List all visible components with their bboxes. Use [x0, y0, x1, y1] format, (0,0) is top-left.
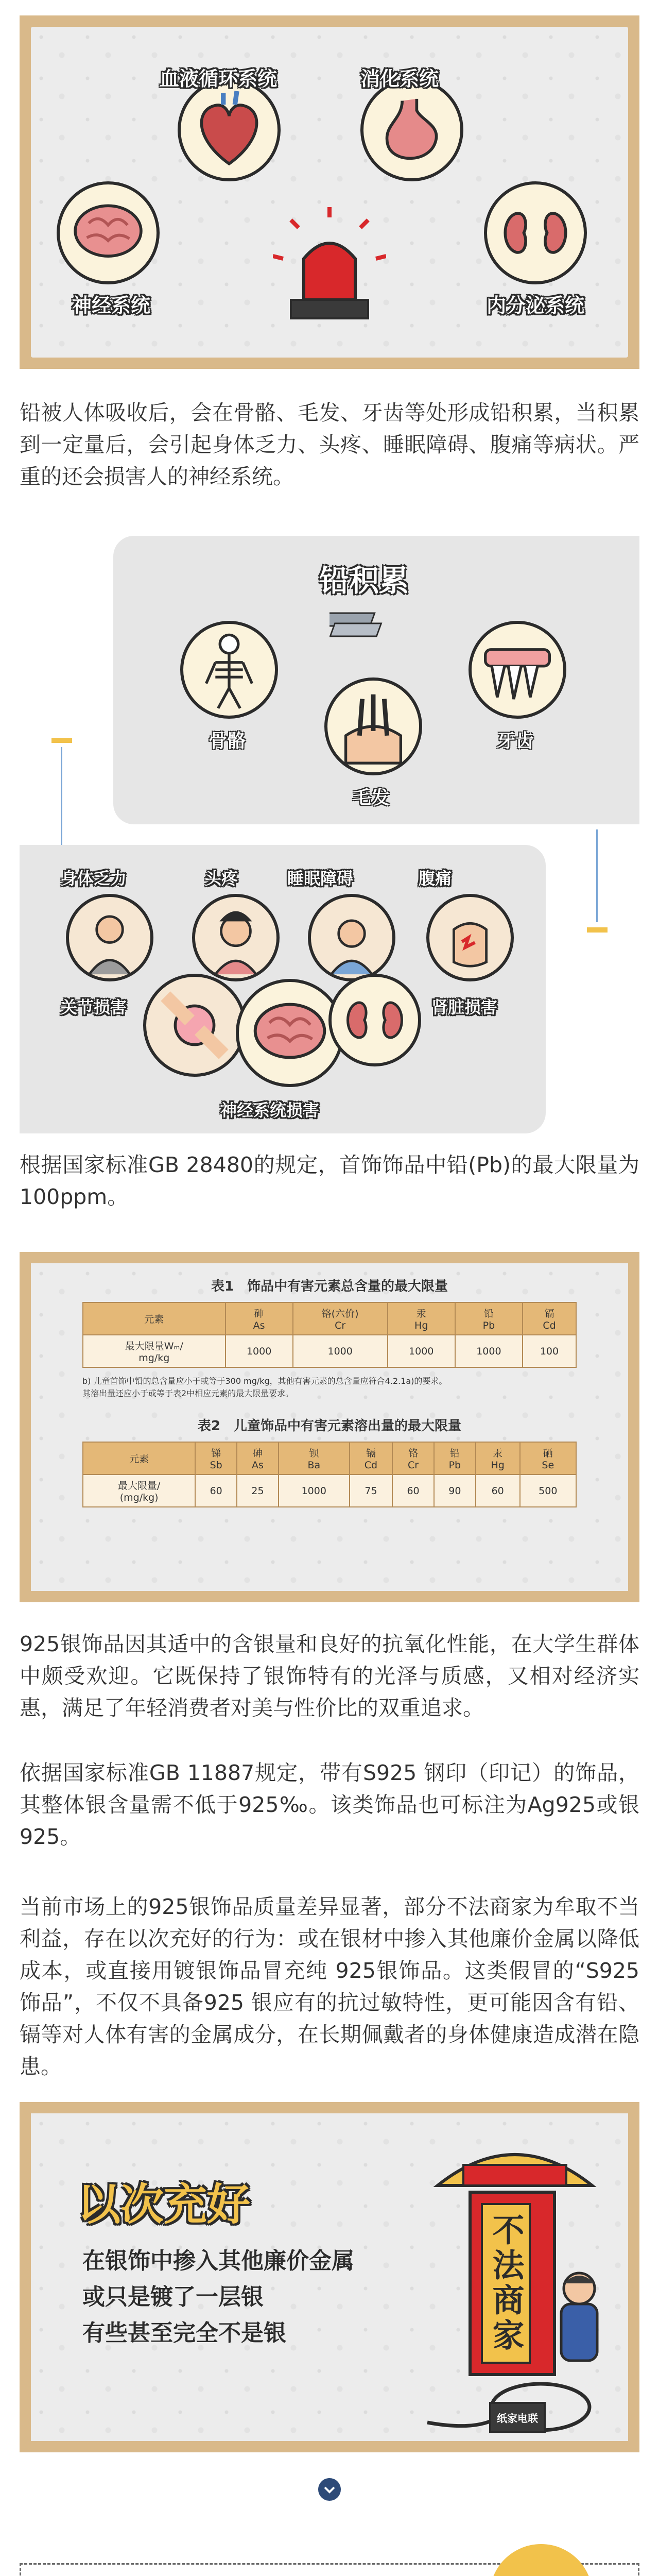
table2-value-cell: 60 — [476, 1475, 520, 1507]
tips-badge — [490, 2544, 593, 2576]
fatigue-label: 身体乏力 — [61, 869, 127, 888]
joint-damage-label: 关节损害 — [61, 997, 127, 1017]
table2-value-cell: 1000 — [279, 1475, 350, 1507]
nervous-damage-label: 神经系统损害 — [220, 1100, 320, 1120]
symptoms-panel — [20, 845, 546, 1133]
stomach-icon — [360, 78, 463, 181]
counterfeit-line-3: 有些甚至完全不是银 — [82, 2320, 286, 2346]
table2 — [82, 1442, 577, 1507]
fatigue-person-icon — [66, 894, 153, 981]
table1-header-cell: 元素 — [83, 1302, 226, 1335]
table2-header-cell: 锑 Sb — [195, 1442, 237, 1475]
shop-roof-icon — [432, 2134, 597, 2191]
chevron-down-icon[interactable] — [318, 2478, 341, 2501]
sleep-disorder-label: 睡眠障碍 — [287, 869, 354, 888]
nervous-system-label: 神经系统 — [72, 294, 151, 317]
table1-value-cell: 1000 — [455, 1335, 523, 1367]
table1 — [82, 1302, 577, 1368]
table2-value-cell: 500 — [520, 1475, 576, 1507]
standards-panel-frame — [20, 1252, 639, 1602]
abdominal-pain-icon — [426, 894, 514, 981]
endocrine-label: 内分泌系统 — [487, 294, 585, 317]
merchant-character-icon — [551, 2268, 613, 2371]
table2-value-cell: 60 — [392, 1475, 434, 1507]
heart-icon — [178, 78, 281, 181]
table2-value-cell: 25 — [237, 1475, 279, 1507]
table2-title: 表2 儿童饰品中有害元素溶出量的最大限量 — [197, 1418, 462, 1434]
teeth-icon — [469, 621, 566, 719]
yellow-dash-decoration — [51, 738, 72, 743]
table1-value-cell: 1000 — [388, 1335, 455, 1367]
tips-panel — [20, 2563, 639, 2576]
lock-badge-text: 纸家电联 — [497, 2412, 538, 2425]
skeleton-icon — [180, 621, 278, 719]
circulatory-label: 血液循环系统 — [160, 67, 278, 90]
systems-panel — [31, 27, 628, 358]
accumulation-title: 铅积累 — [319, 563, 409, 598]
systems-panel-frame — [20, 15, 639, 369]
kidney-icon — [484, 181, 587, 284]
table1-header-cell: 汞 Hg — [388, 1302, 455, 1335]
table1-value-cell: 1000 — [293, 1335, 388, 1367]
gb11887-text: 依据国家标准GB 11887规定，带有S925 钢印（印记）的饰品，其整体银含量需不低于925‰。该类饰品也可标注为Ag925或银925。 — [20, 1760, 639, 1849]
standards-panel — [31, 1263, 628, 1591]
table2-header-cell: 硒 Se — [520, 1442, 576, 1475]
illegal-merchant-sign — [469, 2191, 556, 2376]
bone-label: 骨骼 — [209, 731, 246, 752]
counterfeit-line-1: 在银饰中掺入其他廉价金属 — [82, 2248, 354, 2274]
headache-label: 头疼 — [205, 869, 238, 888]
s925-popularity-text: 925银饰品因其适中的含银量和良好的抗氧化性能，在大学生群体中颇受欢迎。它既保持了银饰特有的光泽与质感，又相对经济实惠，满足了年轻消费者对美与性价比的双重追求。 — [20, 1632, 639, 1720]
table1-value-cell: 100 — [523, 1335, 576, 1367]
hair-icon — [324, 677, 422, 775]
market-quality-text: 当前市场上的925银饰品质量差异显著，部分不法商家为牟取不当利益，存在以次充好的行为：或在银材中掺入其他廉价金属以降低成本，或直接用镀银饰品冒充纯 925银饰品。这类假冒的“S925 饰品”，不仅不具备925 银应有的抗过敏特性，更可能因含有铅、镉等对人体有害的金属成分，在长期佩戴者的身体健康造成潜在隐患。 — [20, 1894, 639, 2079]
table2-header-cell: 铬 Cr — [392, 1442, 434, 1475]
kidney-damage-label: 肾脏损害 — [431, 997, 498, 1017]
abdominal-pain-label: 腹痛 — [419, 869, 452, 888]
table2-header-cell: 镉 Cd — [350, 1442, 392, 1475]
table2-row-label: 最大限量/ (mg/kg) — [83, 1475, 195, 1507]
table1-title: 表1 饰品中有害元素总含量的最大限量 — [211, 1279, 448, 1294]
table1-header-cell: 砷 As — [226, 1302, 293, 1335]
counterfeit-line-2: 或只是镀了一层银 — [82, 2284, 264, 2310]
table1-note: b) 儿童首饰中铅的总含量应小于或等于300 mg/kg，其他有害元素的总含量应符合4.2.1a)的要求。 其溶出量还应小于或等于表2中相应元素的最大限量要求。 — [82, 1376, 447, 1398]
teeth-label: 牙齿 — [497, 731, 534, 752]
digestive-label: 消化系统 — [360, 67, 439, 90]
gb28480-text: 根据国家标准GB 28480的规定，首饰饰品中铅(Pb)的最大限量为100ppm。 — [20, 1153, 639, 1209]
table1-value-cell: 1000 — [226, 1335, 293, 1367]
brain-damage-icon — [236, 979, 344, 1087]
table1-header-cell: 镉 Cd — [523, 1302, 576, 1335]
blue-line-decoration — [61, 747, 62, 845]
counterfeit-headline: 以次充好 — [77, 2179, 251, 2230]
table2-header-cell: 汞 Hg — [476, 1442, 520, 1475]
lock-badge — [489, 2402, 546, 2433]
table2-value-cell: 90 — [434, 1475, 476, 1507]
hair-label: 毛发 — [353, 787, 390, 808]
kidney-damage-icon — [328, 974, 421, 1066]
table2-header-cell: 铅 Pb — [434, 1442, 476, 1475]
lead-accumulation-text: 铅被人体吸收后，会在骨骼、毛发、牙齿等处形成铅积累，当积累到一定量后，会引起身体乏力、头疼、睡眠障碍、腹痛等病状。严重的还会损害人的神经系统。 — [20, 400, 639, 489]
table2-value-cell: 60 — [195, 1475, 237, 1507]
table1-header-cell: 铅 Pb — [455, 1302, 523, 1335]
table2-value-cell: 75 — [350, 1475, 392, 1507]
joint-icon — [143, 974, 246, 1077]
headache-person-icon — [192, 894, 280, 981]
counterfeit-panel — [31, 2113, 628, 2441]
illegal-merchant-text: 不法商家 — [481, 2203, 531, 2364]
brain-icon — [57, 181, 160, 284]
table1-row-label: 最大限量Wₘ/ mg/kg — [83, 1335, 226, 1367]
lead-bars-icon — [330, 603, 391, 639]
blue-line-decoration-2 — [596, 829, 598, 922]
table2-header-cell: 元素 — [83, 1442, 195, 1475]
accumulation-panel — [113, 536, 639, 824]
counterfeit-panel-frame — [20, 2102, 639, 2452]
table2-header-cell: 钡 Ba — [279, 1442, 350, 1475]
sleep-person-icon — [308, 894, 395, 981]
alarm-siren-icon — [273, 207, 386, 326]
yellow-dash-decoration-2 — [587, 927, 608, 933]
table2-header-cell: 砷 As — [237, 1442, 279, 1475]
table1-header-cell: 铬(六价) Cr — [293, 1302, 388, 1335]
